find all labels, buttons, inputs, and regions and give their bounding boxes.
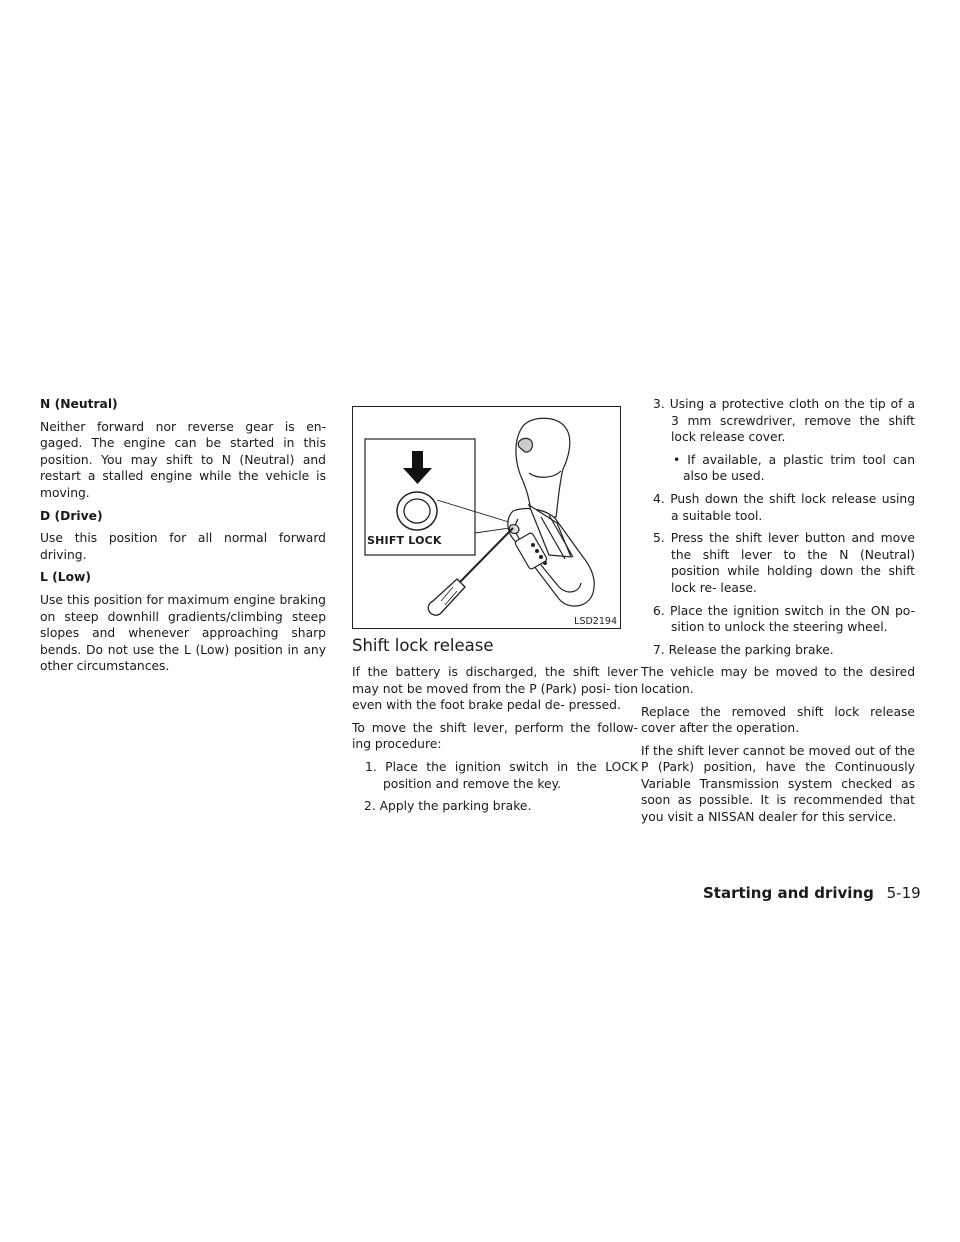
procedure-intro: To move the shift lever, perform the follow- ing procedure: — [352, 720, 638, 752]
shift-lock-figure — [352, 406, 621, 629]
low-heading: L (Low) — [40, 570, 92, 585]
procedure-step-4: 4. Push down the shift lock release using a suitable tool. — [653, 491, 915, 523]
shift-lock-label: SHIFT LOCK — [367, 534, 442, 547]
section-title: Shift lock release — [352, 636, 494, 655]
replace-cover-text: Replace the removed shift lock release cover after the operation. — [641, 704, 915, 736]
middle-column — [352, 396, 638, 821]
left-column — [40, 396, 326, 681]
shift-lock-intro: If the battery is discharged, the shift lever may not be moved from the P (Park) posi- tion even with the foot brake pedal de- pressed. — [352, 665, 638, 713]
drive-text: Use this position for all normal forward driving. — [40, 531, 326, 562]
footer-section-title: Starting and driving — [703, 884, 874, 902]
figure-code: LSD2194 — [574, 616, 617, 627]
procedure-step-6: 6. Place the ignition switch in the ON po- sition to unlock the steering wheel. — [653, 603, 915, 635]
neutral-text: Neither forward nor reverse gear is en- gaged. The engine can be started in this position. You may shift to N (Neutral) and restart a stalled engine while the vehicle is moving. — [40, 419, 326, 500]
page-footer — [703, 883, 921, 903]
page-number: 5-19 — [886, 884, 921, 902]
neutral-heading: N (Neutral) — [40, 397, 118, 411]
procedure-step-3-note: • If available, a plastic trim tool can also be used. — [673, 452, 915, 484]
service-advice-text: If the shift lever cannot be moved out of the P (Park) position, have the Continuously Variable Transmission system checked as soon as possible. It is recommended that you visit a NISSAN dealer for this service. — [641, 743, 915, 825]
procedure-step-2: 2. Apply the parking brake. — [364, 799, 532, 814]
procedure-step-7: 7. Release the parking brake. — [653, 642, 834, 657]
shift-lock-cover-icon — [397, 492, 437, 530]
right-column — [641, 396, 915, 832]
shift-lock-illustration — [353, 407, 622, 630]
shift-lever-icon — [508, 418, 594, 606]
drive-heading: D (Drive) — [40, 508, 103, 523]
procedure-step-1: 1. Place the ignition switch in the LOCK position and remove the key. — [365, 759, 638, 791]
procedure-step-5: 5. Press the shift lever button and move the shift lever to the N (Neutral) position while holding down the shift lock re- lease. — [653, 531, 915, 595]
down-arrow-icon — [403, 451, 432, 484]
procedure-step-3: 3. Using a protective cloth on the tip of a 3 mm screwdriver, remove the shift lock release cover. — [653, 397, 915, 445]
low-text: Use this position for maximum engine braking on steep downhill gradients/climbing steep slopes and whenever approaching sharp bends. Do not use the L (Low) position in any other circumstances. — [40, 592, 326, 674]
move-vehicle-text: The vehicle may be moved to the desired location. — [641, 665, 915, 696]
